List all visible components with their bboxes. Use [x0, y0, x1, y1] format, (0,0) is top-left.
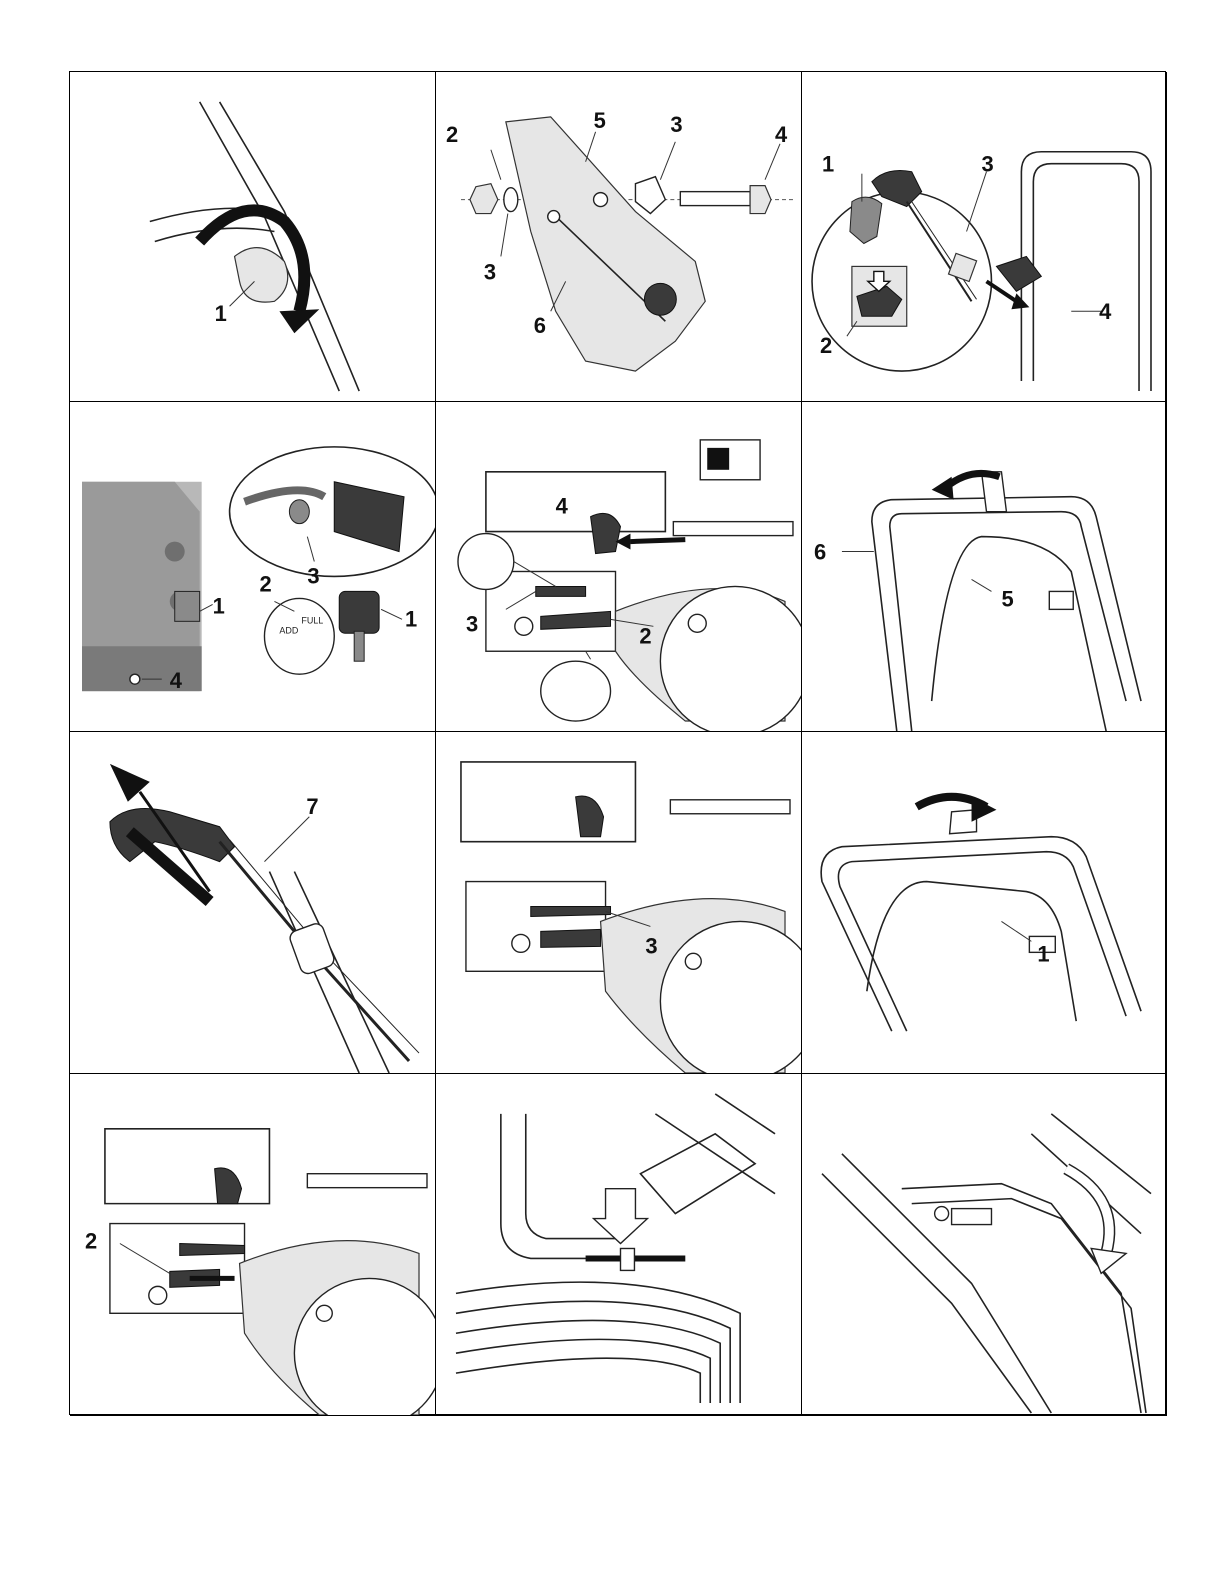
callout-1: 1 — [1037, 941, 1050, 967]
callout-6: 6 — [533, 313, 546, 339]
callout-3b: 3 — [483, 259, 497, 285]
callout-6: 6 — [814, 539, 827, 565]
callout-4: 4 — [1099, 299, 1112, 325]
callout-2: 2 — [639, 623, 652, 649]
callout-1: 1 — [214, 301, 227, 327]
decal-full-text: FULL — [301, 615, 324, 626]
callout-3: 3 — [307, 563, 320, 589]
callout-1: 1 — [821, 151, 835, 177]
callout-2: 2 — [84, 1228, 98, 1254]
callout-5: 5 — [1001, 586, 1014, 612]
panel-engine-controls — [436, 402, 802, 732]
panel-fold-handle-lower — [802, 732, 1167, 1074]
panel-choke-lever — [436, 732, 802, 1074]
callout-2: 2 — [259, 571, 272, 597]
illustration-grid — [69, 71, 1166, 1415]
panel-pull-starter — [70, 732, 436, 1074]
callout-3: 3 — [465, 611, 479, 637]
callout-2: 2 — [819, 333, 833, 359]
callout-4: 4 — [555, 493, 568, 519]
callout-1a: 1 — [212, 593, 225, 619]
panel-fold-handle-upper — [802, 402, 1167, 732]
callout-4: 4 — [169, 668, 182, 694]
panel-cable-release — [802, 1074, 1167, 1416]
panel-handle-knob — [70, 72, 436, 402]
callout-3: 3 — [981, 151, 994, 177]
callout-2: 2 — [446, 121, 459, 147]
panel-handle-bolt-assembly — [436, 72, 802, 402]
callout-7: 7 — [306, 793, 319, 819]
callout-3: 3 — [645, 933, 658, 959]
panel-cutting-height-adjuster — [436, 1074, 802, 1416]
panel-oil-dipstick — [70, 402, 436, 732]
callout-1b: 1 — [405, 606, 418, 632]
callout-5: 5 — [593, 107, 606, 133]
callout-4: 4 — [775, 121, 788, 147]
callout-3a: 3 — [670, 111, 683, 137]
panel-fuel-lever — [70, 1074, 436, 1416]
panel-starter-rope-guide — [802, 72, 1167, 402]
decal-add-text: ADD — [279, 625, 299, 636]
